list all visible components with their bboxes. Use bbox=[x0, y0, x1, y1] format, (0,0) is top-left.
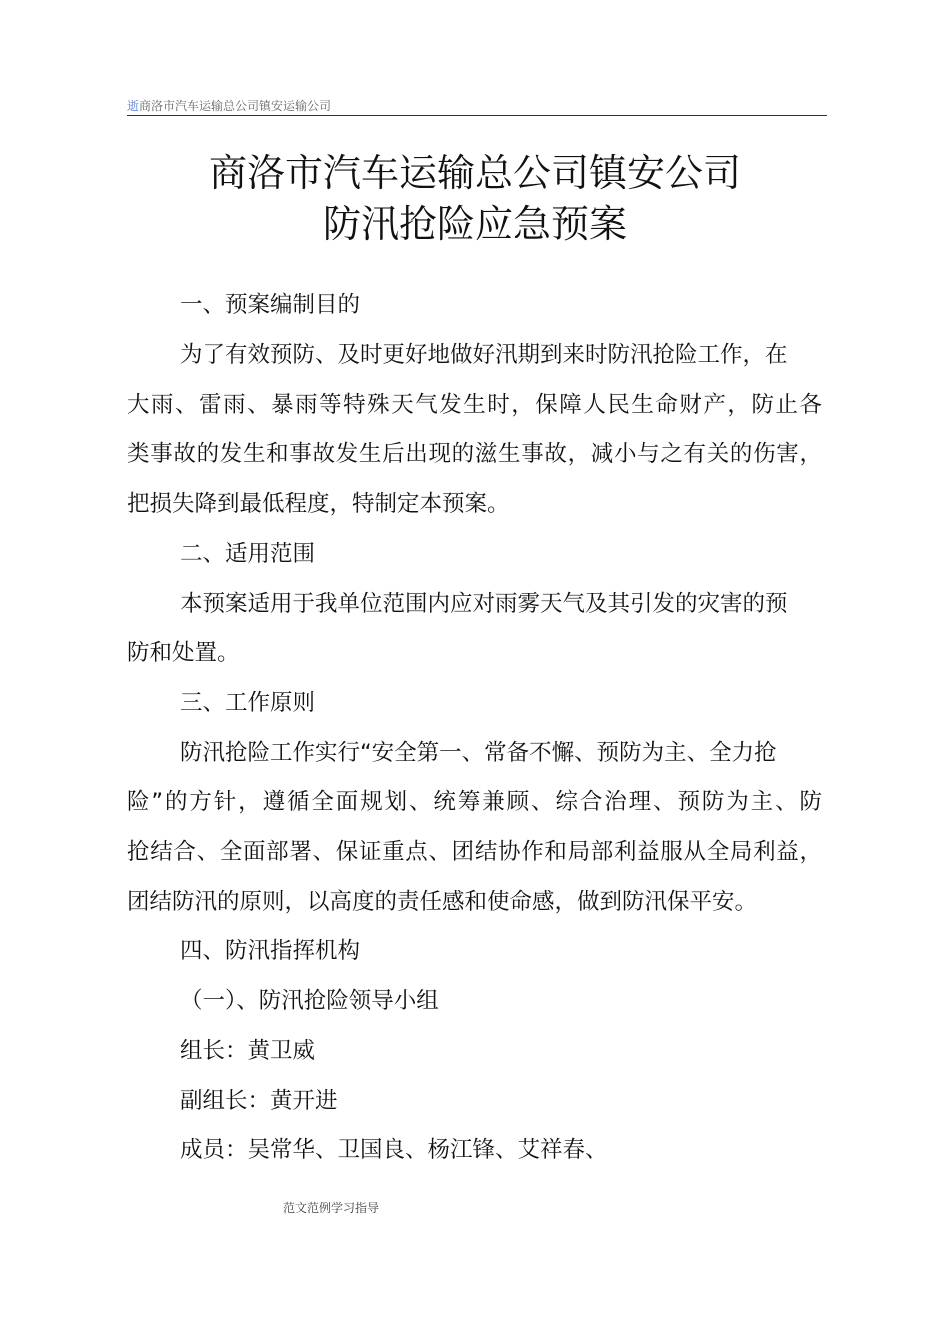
section-heading-principles: 三、工作原则 bbox=[180, 690, 316, 716]
paragraph-line: 防和处置。 bbox=[127, 640, 240, 666]
document-title-line-2: 防汛抢险应急预案 bbox=[322, 202, 627, 246]
paragraph-line: 防汛抢险工作实行“安全第一、常备不懈、预防为主、全力抢 bbox=[180, 740, 777, 766]
paragraph-line: 为了有效预防、及时更好地做好汛期到来时防汛抢险工作，在 bbox=[180, 342, 788, 368]
paragraph-line: 大雨、雷雨、暴雨等特殊天气发生时，保障人民生命财产，防止各 bbox=[127, 392, 822, 418]
section-heading-scope: 二、适用范围 bbox=[180, 541, 316, 567]
paragraph-line: 团结防汛的原则，以高度的责任感和使命感，做到防汛保平安。 bbox=[127, 889, 758, 915]
header-mark: 逝 bbox=[127, 99, 140, 113]
subsection-heading: （一）、防汛抢险领导小组 bbox=[180, 988, 439, 1014]
document-title-line-1: 商洛市汽车运输总公司镇安公司 bbox=[208, 151, 741, 195]
paragraph-line: 类事故的发生和事故发生后出现的滋生事故，减小与之有关的伤害， bbox=[127, 441, 822, 467]
page-footer: 范文范例学习指导 bbox=[283, 1201, 380, 1215]
group-leader: 组长：黄卫威 bbox=[180, 1038, 316, 1064]
paragraph-line: 把损失降到最低程度，特制定本预案。 bbox=[127, 491, 510, 517]
group-members: 成员：吴常华、卫国良、杨江锋、艾祥春、 bbox=[180, 1137, 608, 1163]
paragraph-line: 本预案适用于我单位范围内应对雨雾天气及其引发的灾害的预 bbox=[180, 591, 788, 617]
page-header bbox=[127, 97, 827, 116]
section-heading-command: 四、防汛指挥机构 bbox=[180, 938, 361, 964]
deputy-leader: 副组长：黄开进 bbox=[180, 1088, 338, 1114]
header-text: 商洛市汽车运输总公司镇安运输公司 bbox=[139, 99, 332, 113]
section-heading-purpose: 一、预案编制目的 bbox=[180, 292, 361, 318]
paragraph-line: 抢结合、全面部署、保证重点、团结协作和局部利益服从全局利益， bbox=[127, 839, 822, 865]
paragraph-line: 险”的方针，遵循全面规划、统筹兼顾、综合治理、预防为主、防 bbox=[127, 789, 822, 815]
